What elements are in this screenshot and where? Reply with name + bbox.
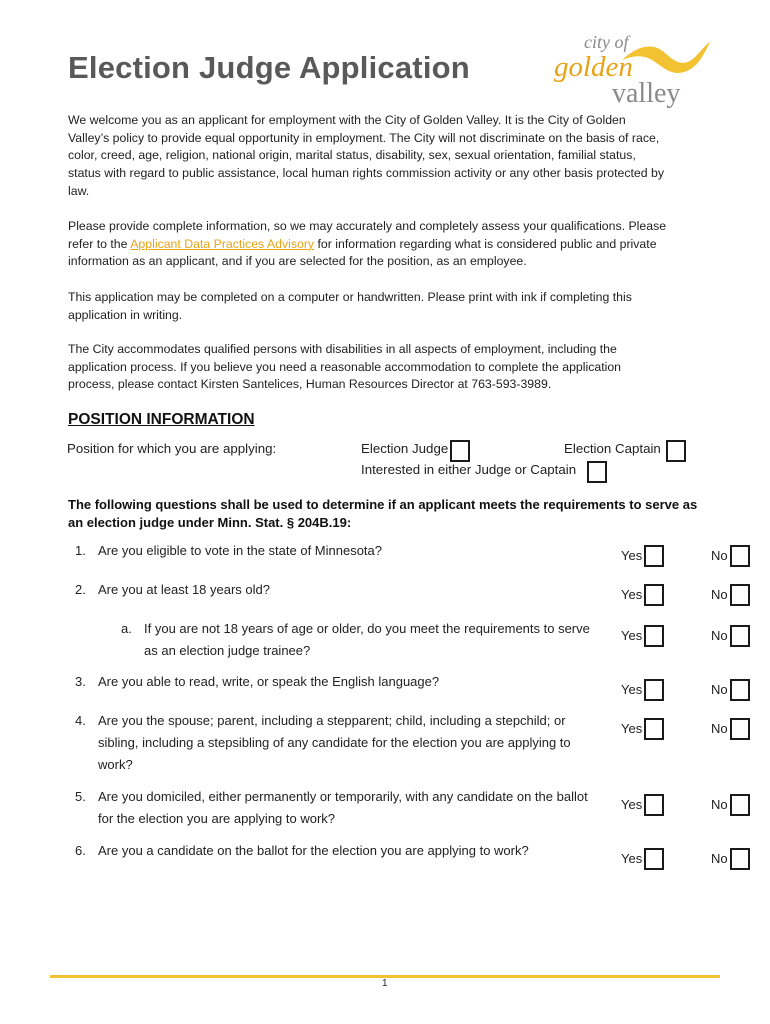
q1-yes-checkbox[interactable] bbox=[644, 545, 664, 567]
q3-no-checkbox[interactable] bbox=[730, 679, 750, 701]
question-text: Are you domiciled, either permanently or temporarily, with any candidate on the ballot for the election you are applying to work? bbox=[98, 789, 588, 826]
question-text: Are you the spouse; parent, including a stepparent; child, including a stepchild; or sibling, including a stepsibling of any candidate for the election you are applying to work? bbox=[98, 713, 571, 772]
intro-paragraph-information bbox=[68, 218, 668, 271]
q4-no-checkbox[interactable] bbox=[730, 718, 750, 740]
option-election-judge-label: Election Judge bbox=[361, 441, 449, 456]
q6-no-checkbox[interactable] bbox=[730, 848, 750, 870]
yes-label: Yes bbox=[621, 682, 643, 697]
no-label: No bbox=[711, 851, 728, 866]
option-either-label: Interested in either Judge or Captain bbox=[361, 462, 577, 477]
yes-label: Yes bbox=[621, 628, 643, 643]
no-label: No bbox=[711, 548, 728, 563]
question-number: 1. bbox=[75, 543, 86, 558]
yes-label: Yes bbox=[621, 721, 643, 736]
question-text: Are you a candidate on the ballot for the election you are applying to work? bbox=[98, 843, 529, 858]
intro-paragraph-eeo: We welcome you as an applicant for employment with the City of Golden Valley. It is the City of Golden Valley’s policy to provide equal opportunity in employment. The City will not discriminate on the basis of race, color, creed, age, religion, national origin, marital status, disability, sex, sexual orientation, familial status, status with regard to public assistance, local human rights commission activity or any other basis protected by law. bbox=[68, 113, 664, 198]
q6-yes-checkbox[interactable] bbox=[644, 848, 664, 870]
question-text: Are you at least 18 years old? bbox=[98, 582, 270, 597]
intro-text: Please provide complete information, so we may accurately and completely assess your qualifications. Please refer to the bbox=[68, 219, 667, 251]
election-captain-checkbox[interactable] bbox=[666, 440, 686, 462]
question-number: 2. bbox=[75, 582, 86, 597]
logo-text-city-of: city of bbox=[584, 32, 629, 52]
yes-label: Yes bbox=[621, 548, 643, 563]
q2a-no-checkbox[interactable] bbox=[730, 625, 750, 647]
q2-yes-checkbox[interactable] bbox=[644, 584, 664, 606]
q4-yes-checkbox[interactable] bbox=[644, 718, 664, 740]
applicant-data-practices-link[interactable]: Applicant Data Practices Advisory bbox=[130, 236, 315, 251]
logo-text-golden: golden bbox=[554, 51, 633, 83]
q2a-yes-checkbox[interactable] bbox=[644, 625, 664, 647]
intro-text: for information regarding what is considered public and private information as an applicant, and if you are selected for the position, as an employee. bbox=[68, 236, 657, 269]
question-number: 4. bbox=[75, 713, 86, 728]
q2-no-checkbox[interactable] bbox=[730, 584, 750, 606]
section-heading-position: POSITION INFORMATION bbox=[68, 411, 255, 428]
question-text: Are you eligible to vote in the state of Minnesota? bbox=[98, 543, 383, 558]
yes-label: Yes bbox=[621, 797, 643, 812]
page-title: Election Judge Application bbox=[68, 50, 470, 85]
criteria-intro: The following questions shall be used to determine if an applicant meets the requirements to serve as an election judge under Minn. Stat. § 204B.19: bbox=[68, 497, 698, 530]
no-label: No bbox=[711, 797, 728, 812]
no-label: No bbox=[711, 628, 728, 643]
no-label: No bbox=[711, 682, 728, 697]
position-prompt: Position for which you are applying: bbox=[67, 441, 277, 456]
q1-no-checkbox[interactable] bbox=[730, 545, 750, 567]
intro-paragraph-completion: This application may be completed on a computer or handwritten. Please print with ink if completing this application in writing. bbox=[68, 290, 632, 322]
logo-swoosh-icon bbox=[622, 42, 710, 73]
question-text: Are you able to read, write, or speak the English language? bbox=[98, 674, 440, 689]
no-label: No bbox=[711, 721, 728, 736]
q3-yes-checkbox[interactable] bbox=[644, 679, 664, 701]
page-number: 1 bbox=[382, 978, 388, 989]
either-role-checkbox[interactable] bbox=[587, 461, 607, 483]
no-label: No bbox=[711, 587, 728, 602]
golden-valley-logo bbox=[552, 28, 712, 108]
question-text: If you are not 18 years of age or older, do you meet the requirements to serve as an election judge trainee? bbox=[144, 621, 590, 658]
yes-label: Yes bbox=[621, 587, 643, 602]
q5-no-checkbox[interactable] bbox=[730, 794, 750, 816]
question-number: a. bbox=[121, 621, 132, 636]
intro-paragraph-accommodation: The City accommodates qualified persons with disabilities in all aspects of employment, including the application process. If you believe you need a reasonable accommodation to complete the application process, please contact Kirsten Santelices, Human Resources Director at 763-593-3989. bbox=[68, 342, 622, 392]
question-number: 6. bbox=[75, 843, 86, 858]
election-judge-checkbox[interactable] bbox=[450, 440, 470, 462]
logo-text-valley: valley bbox=[612, 78, 681, 108]
question-number: 3. bbox=[75, 674, 86, 689]
q5-yes-checkbox[interactable] bbox=[644, 794, 664, 816]
option-election-captain-label: Election Captain bbox=[564, 441, 661, 456]
yes-label: Yes bbox=[621, 851, 643, 866]
question-number: 5. bbox=[75, 789, 86, 804]
